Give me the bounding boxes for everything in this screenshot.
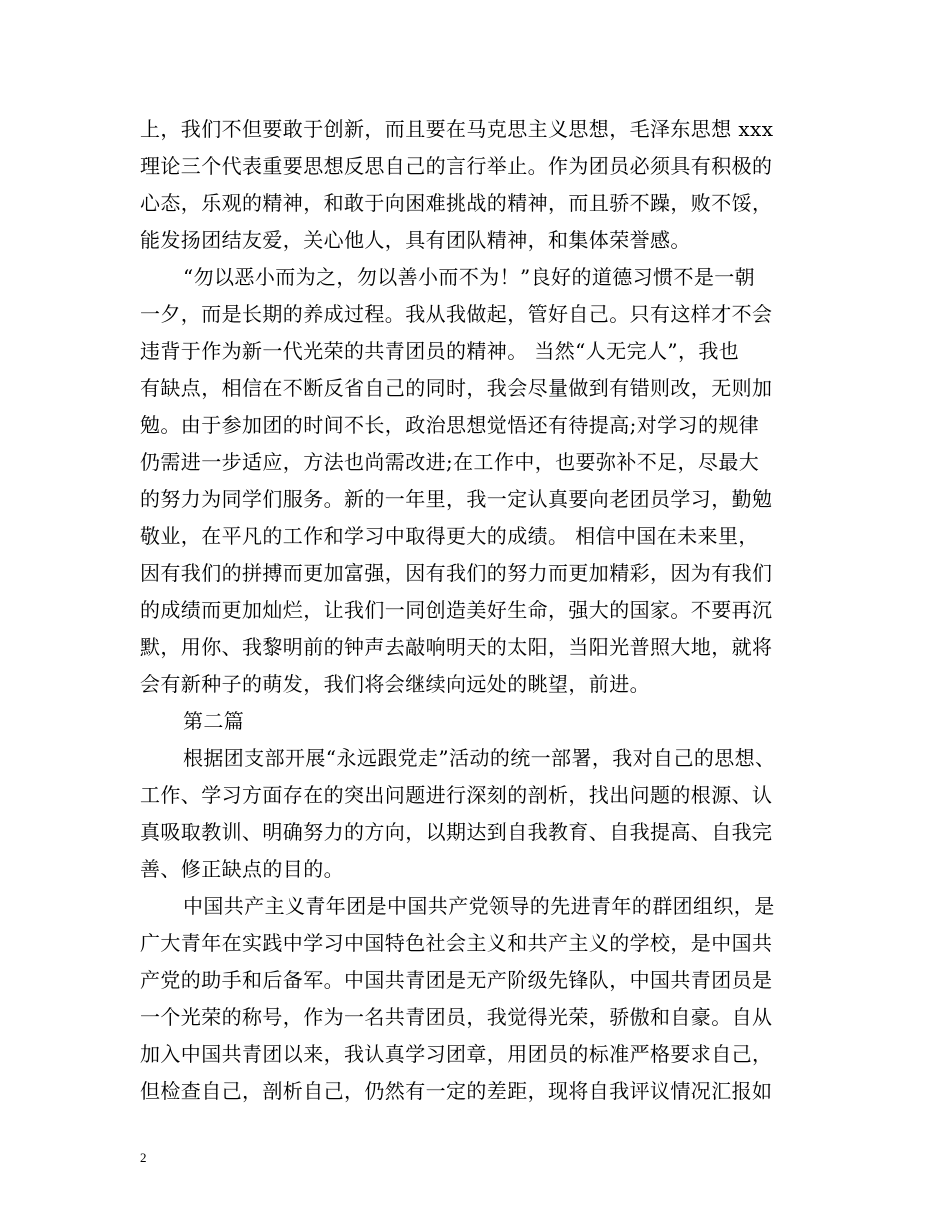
text-line: 有缺点，相信在不断反省自己的同时，我会尽量做到有错则改，无则加 — [140, 376, 773, 400]
text-line: 善、修正缺点的目的。 — [140, 857, 344, 881]
text-line: 一夕，而是长期的养成过程。我从我做起，管好自己。只有这样才不会 — [140, 302, 773, 326]
paragraph-first-line: “勿以恶小而为之，勿以善小而不为！”良好的道德习惯不是一朝 — [183, 265, 756, 289]
text-line: 默，用你、我黎明前的钟声去敲响明天的太阳，当阳光普照大地，就将 — [140, 635, 773, 659]
text-line: 能发扬团结友爱，关心他人，具有团队精神，和集体荣誉感。 — [140, 228, 691, 252]
text-line: 因有我们的拼搏而更加富强，因有我们的努力而更加精彩，因为有我们 — [140, 561, 773, 585]
text-line: 理论三个代表重要思想反思自己的言行举止。作为团员必须具有积极的 — [140, 154, 773, 178]
text-line: 真吸取教训、明确努力的方向，以期达到自我教育、自我提高、自我完 — [140, 820, 773, 844]
paragraph-first-line: 中国共产主义青年团是中国共产党领导的先进青年的群团组织，是 — [183, 894, 775, 918]
text-line: 的成绩而更加灿烂，让我们一同创造美好生命，强大的国家。不要再沉 — [140, 598, 773, 622]
text-line: 加入中国共青团以来，我认真学习团章，用团员的标准严格要求自己， — [140, 1042, 773, 1066]
text-line: 一个光荣的称号，作为一名共青团员，我觉得光荣，骄傲和自豪。自从 — [140, 1005, 773, 1029]
page-number: 2 — [140, 1150, 147, 1165]
text-line: 敬业，在平凡的工作和学习中取得更大的成绩。 相信中国在未来里， — [140, 524, 759, 548]
section-heading: 第二篇 — [183, 709, 245, 733]
text-line: 但检查自己，剖析自己，仍然有一定的差距，现将自我评议情况汇报如 — [140, 1079, 773, 1103]
text-line: 勉。由于参加团的时间不长，政治思想觉悟还有待提高;对学习的规律 — [140, 413, 760, 437]
text-line: 上，我们不但要敢于创新，而且要在马克思主义思想，毛泽东思想 xxx — [140, 117, 774, 141]
text-line: 工作、学习方面存在的突出问题进行深刻的剖析，找出问题的根源、认 — [140, 783, 773, 807]
text-line: 会有新种子的萌发，我们将会继续向远处的眺望，前进。 — [140, 672, 650, 696]
paragraph-first-line: 根据团支部开展“永远跟党走”活动的统一部署，我对自己的思想、 — [183, 746, 776, 770]
text-line: 心态，乐观的精神，和敢于向困难挑战的精神，而且骄不躁，败不馁， — [140, 191, 773, 215]
text-line: 产党的助手和后备军。中国共青团是无产阶级先锋队，中国共青团员是 — [140, 968, 773, 992]
text-line: 违背于作为新一代光荣的共青团员的精神。 当然“人无完人”，我也 — [140, 339, 740, 363]
text-line: 仍需进一步适应，方法也尚需改进;在工作中，也要弥补不足，尽最大 — [140, 450, 760, 474]
text-line: 的努力为同学们服务。新的一年里，我一定认真要向老团员学习，勤勉 — [140, 487, 773, 511]
text-line: 广大青年在实践中学习中国特色社会主义和共产主义的学校，是中国共 — [140, 931, 773, 955]
